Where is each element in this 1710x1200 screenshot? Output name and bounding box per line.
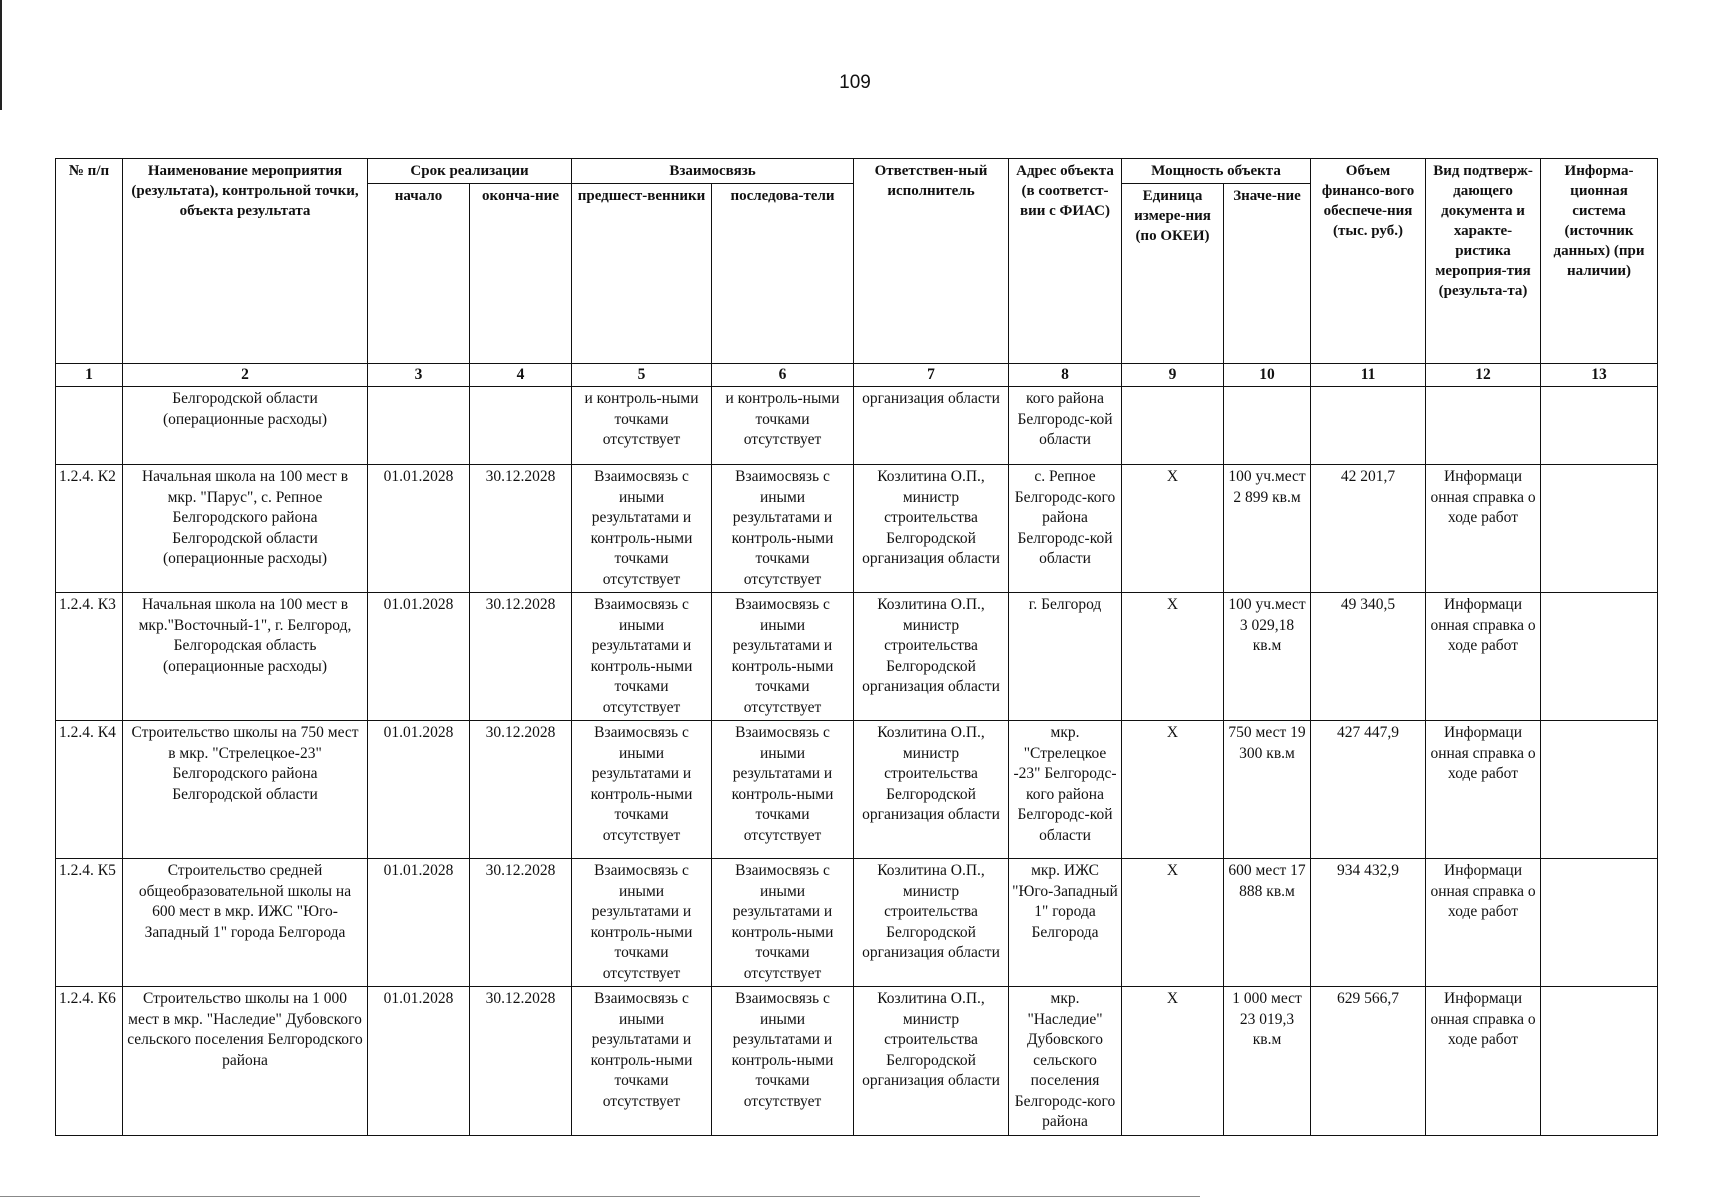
row-end: [470, 387, 572, 465]
row-value: 100 уч.мест 2 899 кв.м: [1224, 465, 1311, 593]
row-doc: Информаци онная справка о ходе работ: [1426, 465, 1541, 593]
column-number: 4: [470, 364, 572, 387]
header-link-prev: предшест-венники: [572, 184, 712, 364]
row-start: 01.01.2028: [368, 593, 470, 721]
row-end: 30.12.2028: [470, 465, 572, 593]
row-start: 01.01.2028: [368, 987, 470, 1136]
row-unit: Х: [1122, 721, 1224, 859]
row-next: Взаимосвязь с иными результатами и контроль-ными точками отсутствует: [712, 593, 854, 721]
column-number: 6: [712, 364, 854, 387]
column-number: 11: [1311, 364, 1426, 387]
row-prev: Взаимосвязь с иными результатами и контроль-ными точками отсутствует: [572, 465, 712, 593]
row-finance: 934 432,9: [1311, 859, 1426, 987]
row-end: 30.12.2028: [470, 593, 572, 721]
row-unit: [1122, 387, 1224, 465]
header-capacity: Мощность объекта: [1122, 159, 1311, 184]
column-numbers-row: [56, 364, 1658, 387]
row-num: [56, 387, 123, 465]
column-number: 13: [1541, 364, 1658, 387]
table-row: [56, 387, 1658, 465]
table-row: [56, 721, 1658, 859]
row-name: Начальная школа на 100 мест в мкр."Восточный-1", г. Белгород, Белгородская область (операционные расходы): [123, 593, 368, 721]
activities-table: [55, 158, 1658, 1136]
column-number: 3: [368, 364, 470, 387]
row-infosys: [1541, 593, 1658, 721]
row-value: [1224, 387, 1311, 465]
row-value: 750 мест 19 300 кв.м: [1224, 721, 1311, 859]
row-num: 1.2.4. К5: [56, 859, 123, 987]
row-start: 01.01.2028: [368, 465, 470, 593]
table-row: [56, 859, 1658, 987]
header-term-end: оконча-ние: [470, 184, 572, 364]
row-executor: Козлитина О.П., министр строительства Белгородской организация области: [854, 465, 1009, 593]
column-number: 7: [854, 364, 1009, 387]
row-value: 600 мест 17 888 кв.м: [1224, 859, 1311, 987]
row-next: и контроль-ными точками отсутствует: [712, 387, 854, 465]
header-link: Взаимосвязь: [572, 159, 854, 184]
page-bottom-edge: [0, 1196, 1200, 1197]
row-infosys: [1541, 387, 1658, 465]
row-infosys: [1541, 859, 1658, 987]
header-cap-value: Значе-ние: [1224, 184, 1311, 364]
row-end: 30.12.2028: [470, 859, 572, 987]
row-finance: [1311, 387, 1426, 465]
row-num: 1.2.4. К4: [56, 721, 123, 859]
page-number: 109: [839, 72, 871, 93]
row-next: Взаимосвязь с иными результатами и контроль-ными точками отсутствует: [712, 465, 854, 593]
row-address: мкр. "Наследие" Дубовского сельского поселения Белгородс-кого района: [1009, 987, 1122, 1136]
row-value: 100 уч.мест 3 029,18 кв.м: [1224, 593, 1311, 721]
row-name: Начальная школа на 100 мест в мкр. "Парус", с. Репное Белгородского района Белгородской области (операционные расходы): [123, 465, 368, 593]
row-name: Строительство школы на 1 000 мест в мкр. "Наследие" Дубовского сельского поселения Белгородского района: [123, 987, 368, 1136]
row-infosys: [1541, 721, 1658, 859]
column-number: 2: [123, 364, 368, 387]
row-infosys: [1541, 987, 1658, 1136]
row-num: 1.2.4. К2: [56, 465, 123, 593]
header-executor: Ответствен-ный исполнитель: [854, 159, 1009, 364]
row-finance: 629 566,7: [1311, 987, 1426, 1136]
column-number: 1: [56, 364, 123, 387]
row-finance: 42 201,7: [1311, 465, 1426, 593]
row-start: 01.01.2028: [368, 721, 470, 859]
row-doc: Информаци онная справка о ходе работ: [1426, 593, 1541, 721]
header-num: № п/п: [56, 159, 123, 364]
row-unit: Х: [1122, 465, 1224, 593]
row-next: Взаимосвязь с иными результатами и контроль-ными точками отсутствует: [712, 987, 854, 1136]
row-address: кого района Белгородс-кой области: [1009, 387, 1122, 465]
row-prev: Взаимосвязь с иными результатами и контроль-ными точками отсутствует: [572, 721, 712, 859]
row-unit: Х: [1122, 859, 1224, 987]
row-prev: Взаимосвязь с иными результатами и контроль-ными точками отсутствует: [572, 593, 712, 721]
row-next: Взаимосвязь с иными результатами и контроль-ными точками отсутствует: [712, 721, 854, 859]
row-start: [368, 387, 470, 465]
header-term: Срок реализации: [368, 159, 572, 184]
row-prev: Взаимосвязь с иными результатами и контроль-ными точками отсутствует: [572, 859, 712, 987]
header-infosys: Информа-ционная система (источник данных) (при наличии): [1541, 159, 1658, 364]
row-name: Строительство школы на 750 мест в мкр. "Стрелецкое-23" Белгородского района Белгородской области: [123, 721, 368, 859]
row-prev: и контроль-ными точками отсутствует: [572, 387, 712, 465]
row-finance: 49 340,5: [1311, 593, 1426, 721]
row-address: с. Репное Белгородс-кого района Белгородс-кой области: [1009, 465, 1122, 593]
table-row: [56, 465, 1658, 593]
row-doc: Информаци онная справка о ходе работ: [1426, 859, 1541, 987]
row-next: Взаимосвязь с иными результатами и контроль-ными точками отсутствует: [712, 859, 854, 987]
header-finance: Объем финансо-вого обеспече-ния (тыс. руб.): [1311, 159, 1426, 364]
row-start: 01.01.2028: [368, 859, 470, 987]
table-row: [56, 593, 1658, 721]
row-prev: Взаимосвязь с иными результатами и контроль-ными точками отсутствует: [572, 987, 712, 1136]
header-cap-unit: Единица измере-ния (по ОКЕИ): [1122, 184, 1224, 364]
header-address: Адрес объекта (в соответст-вии с ФИАС): [1009, 159, 1122, 364]
header-term-start: начало: [368, 184, 470, 364]
column-number: 8: [1009, 364, 1122, 387]
row-finance: 427 447,9: [1311, 721, 1426, 859]
column-number: 5: [572, 364, 712, 387]
row-num: 1.2.4. К6: [56, 987, 123, 1136]
column-number: 12: [1426, 364, 1541, 387]
row-executor: Козлитина О.П., министр строительства Белгородской организация области: [854, 987, 1009, 1136]
row-executor: Козлитина О.П., министр строительства Белгородской организация области: [854, 859, 1009, 987]
row-address: мкр. "Стрелецкое -23" Белгородс-кого района Белгородс-кой области: [1009, 721, 1122, 859]
row-infosys: [1541, 465, 1658, 593]
row-executor: Козлитина О.П., министр строительства Белгородской организация области: [854, 721, 1009, 859]
row-address: г. Белгород: [1009, 593, 1122, 721]
header-link-next: последова-тели: [712, 184, 854, 364]
column-number: 10: [1224, 364, 1311, 387]
row-executor: Козлитина О.П., министр строительства Белгородской организация области: [854, 593, 1009, 721]
row-unit: Х: [1122, 987, 1224, 1136]
row-doc: Информаци онная справка о ходе работ: [1426, 721, 1541, 859]
row-end: 30.12.2028: [470, 987, 572, 1136]
row-doc: Информаци онная справка о ходе работ: [1426, 987, 1541, 1136]
row-name: Белгородской области (операционные расходы): [123, 387, 368, 465]
row-address: мкр. ИЖС "Юго-Западный 1" города Белгорода: [1009, 859, 1122, 987]
row-doc: [1426, 387, 1541, 465]
row-name: Строительство средней общеобразовательной школы на 600 мест в мкр. ИЖС "Юго-Западный 1" города Белгорода: [123, 859, 368, 987]
table-row: [56, 987, 1658, 1136]
column-number: 9: [1122, 364, 1224, 387]
row-num: 1.2.4. К3: [56, 593, 123, 721]
header-name: Наименование мероприятия (результата), контрольной точки, объекта результата: [123, 159, 368, 364]
header-doc: Вид подтверж-дающего документа и характе-ристика мероприя-тия (результа-та): [1426, 159, 1541, 364]
row-end: 30.12.2028: [470, 721, 572, 859]
row-value: 1 000 мест 23 019,3 кв.м: [1224, 987, 1311, 1136]
row-unit: Х: [1122, 593, 1224, 721]
row-executor: организация области: [854, 387, 1009, 465]
